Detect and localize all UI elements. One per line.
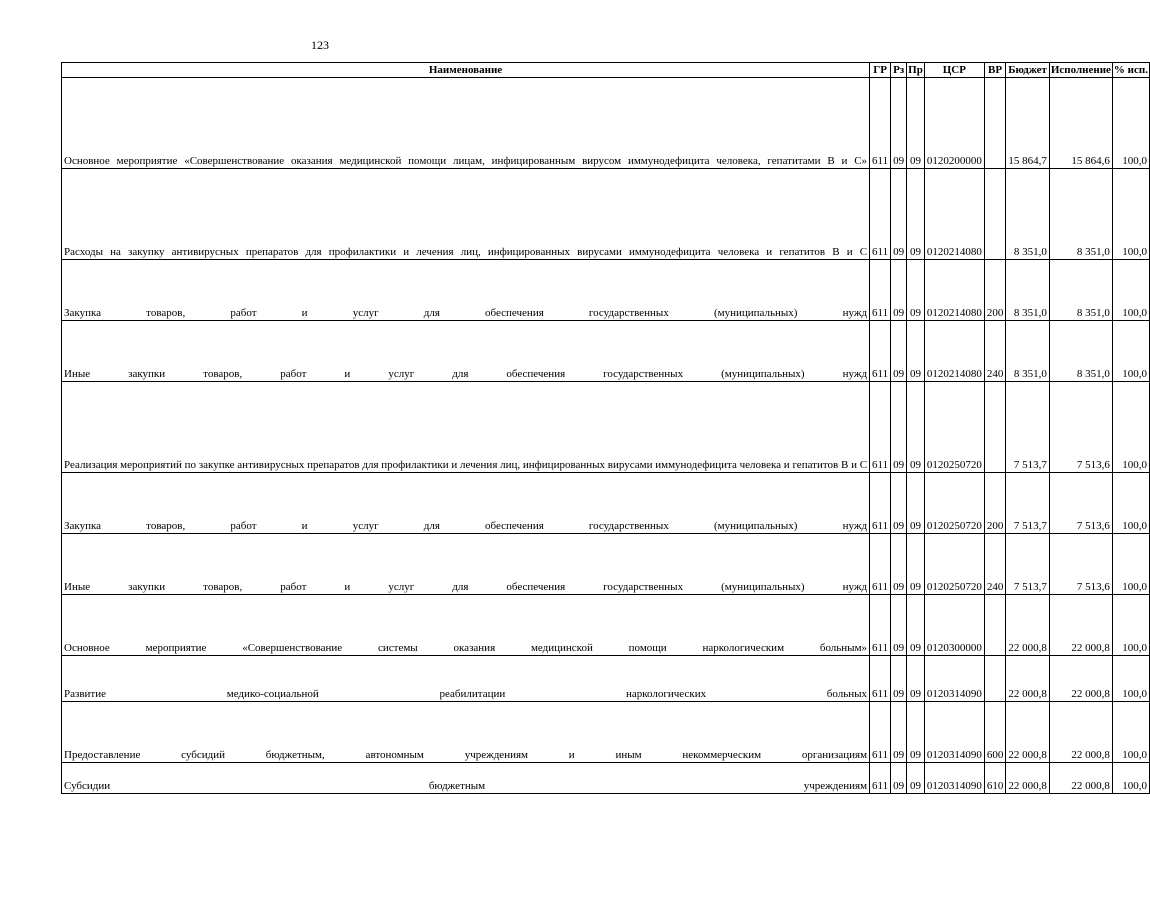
table-row bbox=[62, 702, 1150, 763]
cell-csr: 0120214080 bbox=[924, 169, 984, 260]
cell-csr: 0120200000 bbox=[924, 78, 984, 169]
cell-gr: 611 bbox=[870, 534, 891, 595]
header-row bbox=[62, 63, 1150, 78]
table-row bbox=[62, 595, 1150, 656]
cell-vr: 240 bbox=[984, 321, 1006, 382]
table-row bbox=[62, 656, 1150, 702]
cell-vr: 610 bbox=[984, 763, 1006, 794]
cell-gr: 611 bbox=[870, 763, 891, 794]
cell-gr: 611 bbox=[870, 169, 891, 260]
cell-percent: 100,0 bbox=[1112, 763, 1149, 794]
cell-budget: 7 513,7 bbox=[1006, 382, 1050, 473]
cell-name: Закупка товаров, работ и услуг для обеспечения государственных (муниципальных) нужд bbox=[62, 473, 870, 534]
cell-percent: 100,0 bbox=[1112, 321, 1149, 382]
cell-vr bbox=[984, 169, 1006, 260]
cell-execution: 22 000,8 bbox=[1049, 595, 1112, 656]
cell-rz: 09 bbox=[891, 260, 907, 321]
cell-name: Иные закупки товаров, работ и услуг для обеспечения государственных (муниципальных) нужд bbox=[62, 534, 870, 595]
table-row bbox=[62, 534, 1150, 595]
cell-execution: 7 513,6 bbox=[1049, 473, 1112, 534]
cell-name: Основное мероприятие «Совершенствование оказания медицинской помощи лицам, инфицированным вирусом иммунодефицита человека, гепатитами В и С» bbox=[62, 78, 870, 169]
cell-csr: 0120214080 bbox=[924, 260, 984, 321]
cell-rz: 09 bbox=[891, 321, 907, 382]
cell-pr: 09 bbox=[907, 656, 925, 702]
cell-pr: 09 bbox=[907, 382, 925, 473]
cell-rz: 09 bbox=[891, 382, 907, 473]
cell-gr: 611 bbox=[870, 595, 891, 656]
cell-vr bbox=[984, 595, 1006, 656]
header-vr: ВР bbox=[984, 63, 1006, 78]
table-row bbox=[62, 78, 1150, 169]
cell-csr: 0120300000 bbox=[924, 595, 984, 656]
cell-pr: 09 bbox=[907, 78, 925, 169]
table-row bbox=[62, 260, 1150, 321]
cell-execution: 22 000,8 bbox=[1049, 656, 1112, 702]
cell-name: Расходы на закупку антивирусных препаратов для профилактики и лечения лиц, инфицированных вирусами иммунодефицита человека и гепатитов В и С bbox=[62, 169, 870, 260]
cell-vr bbox=[984, 382, 1006, 473]
cell-rz: 09 bbox=[891, 534, 907, 595]
cell-percent: 100,0 bbox=[1112, 169, 1149, 260]
cell-rz: 09 bbox=[891, 656, 907, 702]
cell-vr: 600 bbox=[984, 702, 1006, 763]
table-row bbox=[62, 169, 1150, 260]
cell-pr: 09 bbox=[907, 595, 925, 656]
cell-csr: 0120250720 bbox=[924, 473, 984, 534]
page-number: 123 bbox=[311, 38, 329, 52]
cell-rz: 09 bbox=[891, 169, 907, 260]
cell-percent: 100,0 bbox=[1112, 656, 1149, 702]
cell-execution: 8 351,0 bbox=[1049, 169, 1112, 260]
cell-percent: 100,0 bbox=[1112, 473, 1149, 534]
cell-rz: 09 bbox=[891, 595, 907, 656]
cell-rz: 09 bbox=[891, 702, 907, 763]
cell-budget: 22 000,8 bbox=[1006, 763, 1050, 794]
cell-pr: 09 bbox=[907, 321, 925, 382]
cell-csr: 0120250720 bbox=[924, 382, 984, 473]
cell-name: Развитие медико-социальной реабилитации наркологических больных bbox=[62, 656, 870, 702]
cell-execution: 7 513,6 bbox=[1049, 382, 1112, 473]
cell-csr: 0120314090 bbox=[924, 656, 984, 702]
cell-budget: 8 351,0 bbox=[1006, 321, 1050, 382]
header-budget: Бюджет bbox=[1006, 63, 1050, 78]
header-csr: ЦСР bbox=[924, 63, 984, 78]
cell-vr: 200 bbox=[984, 260, 1006, 321]
cell-pr: 09 bbox=[907, 260, 925, 321]
cell-budget: 22 000,8 bbox=[1006, 595, 1050, 656]
header-pr: Пр bbox=[908, 63, 923, 76]
cell-rz: 09 bbox=[891, 473, 907, 534]
cell-gr: 611 bbox=[870, 473, 891, 534]
cell-percent: 100,0 bbox=[1112, 78, 1149, 169]
cell-execution: 7 513,6 bbox=[1049, 534, 1112, 595]
cell-budget: 7 513,7 bbox=[1006, 473, 1050, 534]
cell-pr: 09 bbox=[907, 702, 925, 763]
cell-execution: 8 351,0 bbox=[1049, 321, 1112, 382]
cell-percent: 100,0 bbox=[1112, 534, 1149, 595]
cell-vr bbox=[984, 656, 1006, 702]
header-rz: Рз bbox=[891, 63, 907, 78]
cell-gr: 611 bbox=[870, 656, 891, 702]
cell-pr: 09 bbox=[907, 534, 925, 595]
cell-budget: 7 513,7 bbox=[1006, 534, 1050, 595]
cell-name: Реализация мероприятий по закупке антивирусных препаратов для профилактики и лечения лиц, инфицированных вирусами иммунодефицита человека и гепатитов В и С bbox=[62, 382, 870, 473]
table-row bbox=[62, 382, 1150, 473]
cell-csr: 0120214080 bbox=[924, 321, 984, 382]
table-body bbox=[62, 78, 1150, 794]
cell-name: Основное мероприятие «Совершенствование системы оказания медицинской помощи наркологическим больным» bbox=[62, 595, 870, 656]
header-execution: Исполнение bbox=[1050, 63, 1111, 76]
cell-execution: 15 864,6 bbox=[1049, 78, 1112, 169]
cell-gr: 611 bbox=[870, 260, 891, 321]
cell-rz: 09 bbox=[891, 78, 907, 169]
cell-percent: 100,0 bbox=[1112, 260, 1149, 321]
header-percent: % исп. bbox=[1113, 63, 1148, 76]
cell-rz: 09 bbox=[891, 763, 907, 794]
cell-gr: 611 bbox=[870, 702, 891, 763]
cell-csr: 0120314090 bbox=[924, 702, 984, 763]
cell-csr: 0120250720 bbox=[924, 534, 984, 595]
cell-budget: 8 351,0 bbox=[1006, 169, 1050, 260]
cell-name: Субсидии бюджетным учреждениям bbox=[62, 763, 870, 794]
cell-budget: 8 351,0 bbox=[1006, 260, 1050, 321]
header-gr: ГР bbox=[870, 63, 891, 78]
cell-execution: 22 000,8 bbox=[1049, 763, 1112, 794]
table-row bbox=[62, 763, 1150, 794]
budget-table bbox=[61, 62, 1150, 794]
cell-name: Иные закупки товаров, работ и услуг для обеспечения государственных (муниципальных) нужд bbox=[62, 321, 870, 382]
cell-vr bbox=[984, 78, 1006, 169]
cell-pr: 09 bbox=[907, 169, 925, 260]
header-name: Наименование bbox=[62, 63, 870, 78]
cell-execution: 22 000,8 bbox=[1049, 702, 1112, 763]
cell-budget: 15 864,7 bbox=[1006, 78, 1050, 169]
cell-vr: 200 bbox=[984, 473, 1006, 534]
cell-budget: 22 000,8 bbox=[1006, 656, 1050, 702]
cell-percent: 100,0 bbox=[1112, 595, 1149, 656]
cell-pr: 09 bbox=[907, 473, 925, 534]
cell-name: Предоставление субсидий бюджетным, автономным учреждениям и иным некоммерческим организациям bbox=[62, 702, 870, 763]
cell-percent: 100,0 bbox=[1112, 702, 1149, 763]
cell-csr: 0120314090 bbox=[924, 763, 984, 794]
cell-gr: 611 bbox=[870, 321, 891, 382]
cell-pr: 09 bbox=[907, 763, 925, 794]
cell-budget: 22 000,8 bbox=[1006, 702, 1050, 763]
cell-gr: 611 bbox=[870, 78, 891, 169]
table-row bbox=[62, 473, 1150, 534]
table-row bbox=[62, 321, 1150, 382]
cell-percent: 100,0 bbox=[1112, 382, 1149, 473]
cell-gr: 611 bbox=[870, 382, 891, 473]
cell-vr: 240 bbox=[984, 534, 1006, 595]
cell-execution: 8 351,0 bbox=[1049, 260, 1112, 321]
cell-name: Закупка товаров, работ и услуг для обеспечения государственных (муниципальных) нужд bbox=[62, 260, 870, 321]
